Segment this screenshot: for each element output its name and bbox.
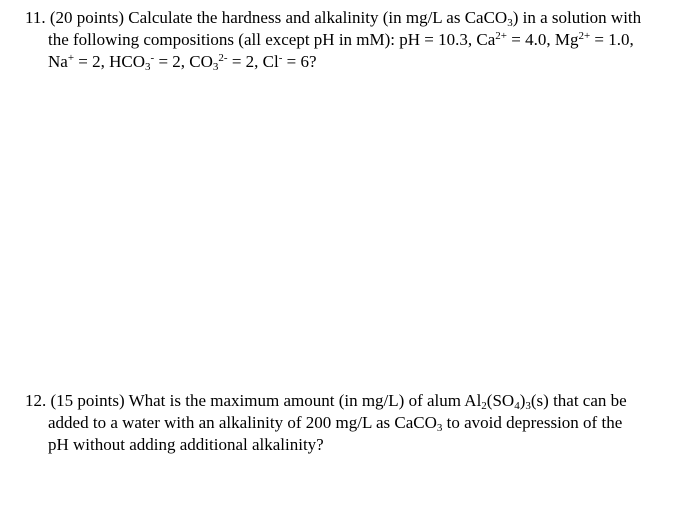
superscript: 2+ [578,30,591,42]
question-11-text-2a: the following compositions (all except pH in mM): pH = 10.3, Ca [48,30,496,49]
question-12 [25,390,675,456]
question-11-text-3d: = 2, Cl [227,52,279,71]
question-11-number: 11. [25,8,46,27]
question-12-line-1 [25,390,675,412]
subscript: 3 [436,422,443,434]
question-11-points: (20 points) [49,8,125,27]
subscript: 3 [507,17,513,29]
question-11-text-3a: Na [48,52,68,71]
question-11-text-2c: = 1.0, [590,30,634,49]
question-11-text-3b: = 2, HCO [74,52,146,71]
question-11-text-3e: = 6? [282,52,317,71]
question-11 [25,7,675,73]
subscript: 2 [481,400,487,412]
superscript: 2- [218,52,228,64]
question-11-line-2 [25,29,675,51]
question-12-line-3: pH without adding additional alkalinity? [48,435,324,454]
question-12-text-1c: ) [519,391,526,410]
question-12-text-1a: What is the maximum amount (in mg/L) of alum Al [128,391,482,410]
subscript: 3 [212,61,219,73]
superscript: 2+ [495,30,507,42]
question-11-text-1: Calculate the hardness and alkalinity (in mg/L as CaCO [128,8,508,27]
question-12-number: 12. [25,391,47,410]
question-12-text-1d: (s) that can be [530,391,627,410]
question-12-points: (15 points) [50,391,125,410]
question-11-text-1-end: ) in a solution with [512,8,642,27]
superscript: + [67,52,75,64]
question-12-text-2b: to avoid depression of the [442,413,623,432]
superscript: - [150,52,155,64]
question-12-text-1b: (SO [486,391,515,410]
question-11-text-2b: = 4.0, Mg [507,30,579,49]
subscript: 4 [514,400,520,412]
subscript: 3 [145,61,151,73]
superscript: - [278,52,283,64]
question-12-line-2 [25,412,675,434]
question-11-line-3 [25,51,675,73]
question-11-text-3c: = 2, CO [154,52,213,71]
question-12-text-2a: added to a water with an alkalinity of 200 mg/L as CaCO [48,413,437,432]
subscript: 3 [525,400,531,412]
question-11-line-1 [25,7,675,29]
